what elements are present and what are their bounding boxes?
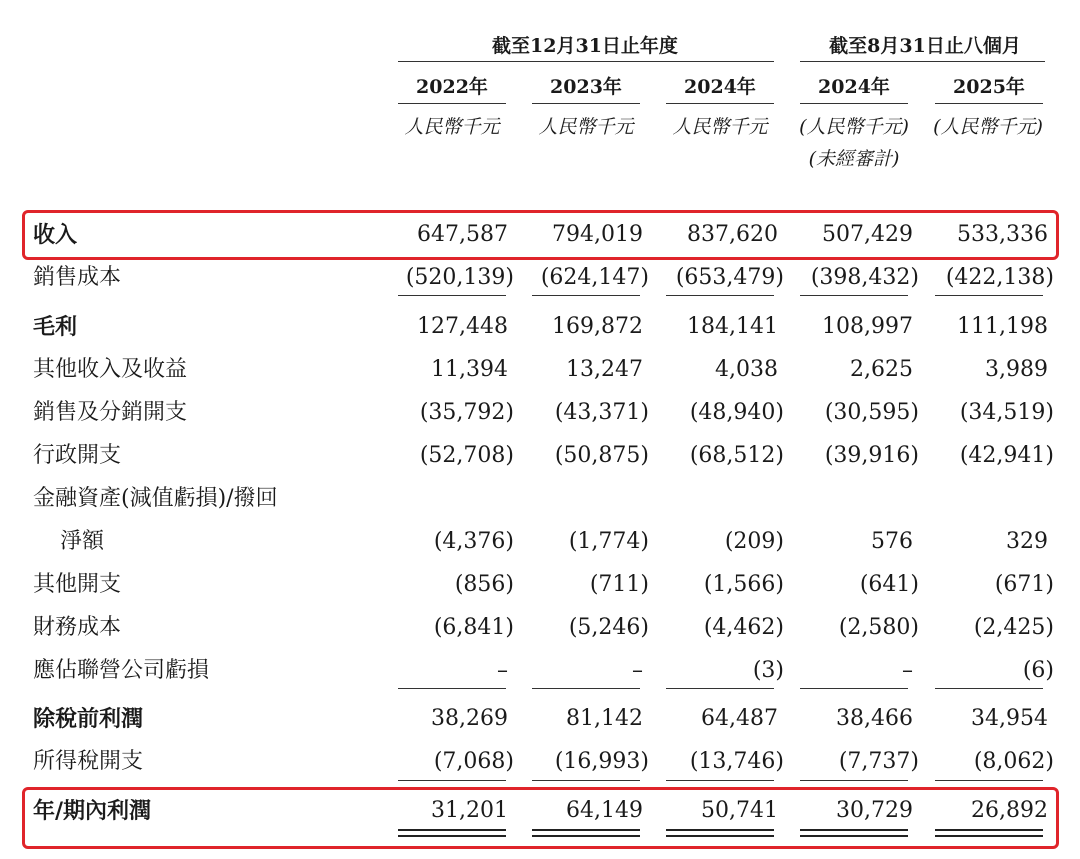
year-rule-4 — [800, 103, 908, 104]
row-label: 所得稅開支 — [33, 749, 144, 774]
row-other-expenses — [0, 565, 1080, 605]
cell: 329 — [1006, 529, 1048, 554]
cell: (624,147) — [540, 265, 649, 290]
row-label: 行政開支 — [33, 443, 122, 468]
unit-header-2: 人民幣千元 — [538, 116, 634, 138]
row-share-of-associate-loss — [0, 651, 1080, 691]
cell: 31,201 — [431, 798, 508, 823]
header-group-eight-months-rule — [800, 61, 1045, 62]
cell: – — [497, 658, 508, 683]
subtotal-rule-1 — [398, 295, 506, 296]
cell: (2,580) — [838, 615, 919, 640]
cell: – — [632, 658, 643, 683]
cell: – — [902, 658, 913, 683]
row-selling-expenses — [0, 393, 1080, 433]
row-gross-profit — [0, 307, 1080, 347]
subtotal-rule-3 — [666, 780, 774, 781]
year-header-5: 2025年 — [953, 76, 1025, 98]
row-label: 應佔聯營公司虧損 — [33, 658, 210, 683]
cell: 11,394 — [431, 357, 508, 382]
cell: 111,198 — [957, 314, 1048, 339]
year-rule-5 — [935, 103, 1043, 104]
row-income-tax — [0, 742, 1080, 782]
row-label: 淨額 — [60, 529, 105, 554]
row-label: 收入 — [33, 222, 78, 248]
unit-header-1: 人民幣千元 — [404, 116, 500, 138]
cell: (4,376) — [433, 529, 514, 554]
year-header-4: 2024年 — [818, 76, 890, 98]
cell: (4,462) — [703, 615, 784, 640]
cell: 2,625 — [850, 357, 913, 382]
cell: (8,062) — [973, 749, 1054, 774]
subtotal-rule-4 — [800, 295, 908, 296]
cell: 3,989 — [985, 357, 1048, 382]
subtotal-rule-2 — [532, 688, 640, 689]
year-header-2: 2023年 — [550, 76, 622, 98]
cell: 794,019 — [552, 222, 643, 247]
row-label: 銷售及分銷開支 — [33, 400, 188, 425]
year-header-1: 2022年 — [416, 76, 488, 98]
subtotal-rule-3 — [666, 295, 774, 296]
year-rule-2 — [532, 103, 640, 104]
cell: (711) — [589, 572, 649, 597]
subtotal-rule-5 — [935, 688, 1043, 689]
cell: (35,792) — [419, 400, 514, 425]
cell: (1,774) — [568, 529, 649, 554]
cell: 26,892 — [971, 798, 1048, 823]
row-admin-expenses — [0, 436, 1080, 476]
cell: 647,587 — [417, 222, 508, 247]
cell: 4,038 — [715, 357, 778, 382]
header-group-full-year: 截至12月31日止年度 — [492, 35, 678, 57]
cell: (7,737) — [838, 749, 919, 774]
subtotal-rule-3 — [666, 688, 774, 689]
cell: (39,916) — [824, 443, 919, 468]
cell: (671) — [994, 572, 1054, 597]
cell: (2,425) — [973, 615, 1054, 640]
cell: (7,068) — [433, 749, 514, 774]
row-label: 除稅前利潤 — [33, 706, 144, 732]
header-group-full-year-rule — [398, 61, 774, 62]
subtotal-rule-1 — [398, 688, 506, 689]
cell: (68,512) — [689, 443, 784, 468]
subtotal-rule-2 — [532, 780, 640, 781]
subtotal-rule-1 — [398, 780, 506, 781]
cell: (5,246) — [568, 615, 649, 640]
unit-header-5: (人民幣千元) — [933, 116, 1043, 138]
row-label: 金融資產(減值虧損)/撥回 — [33, 486, 278, 511]
row-label: 財務成本 — [33, 615, 122, 640]
row-profit-before-tax — [0, 699, 1080, 739]
year-rule-3 — [666, 103, 774, 104]
cell: (34,519) — [959, 400, 1054, 425]
cell: 64,149 — [566, 798, 643, 823]
cell: 837,620 — [687, 222, 778, 247]
cell: (398,432) — [810, 265, 919, 290]
cell: 169,872 — [552, 314, 643, 339]
row-label: 毛利 — [33, 314, 78, 340]
header-group-eight-months: 截至8月31日止八個月 — [829, 35, 1021, 57]
profit-highlight-box — [22, 787, 1059, 849]
cell: (653,479) — [675, 265, 784, 290]
cell: (1,566) — [703, 572, 784, 597]
row-impairment-net — [0, 522, 1080, 562]
cell: (42,941) — [959, 443, 1054, 468]
row-label: 銷售成本 — [33, 265, 122, 290]
cell: (16,993) — [554, 749, 649, 774]
cell: 533,336 — [957, 222, 1048, 247]
cell: 127,448 — [417, 314, 508, 339]
cell: (3) — [752, 658, 784, 683]
cell: (48,940) — [689, 400, 784, 425]
cell: 507,429 — [822, 222, 913, 247]
subtotal-rule-5 — [935, 780, 1043, 781]
row-cost-of-sales — [0, 258, 1080, 298]
cell: 50,741 — [701, 798, 778, 823]
unit-header-3: 人民幣千元 — [672, 116, 768, 138]
cell: (422,138) — [945, 265, 1054, 290]
cell: (13,746) — [689, 749, 784, 774]
subtotal-rule-2 — [532, 295, 640, 296]
cell: (6,841) — [433, 615, 514, 640]
cell: 184,141 — [687, 314, 778, 339]
cell: (52,708) — [419, 443, 514, 468]
row-finance-costs — [0, 608, 1080, 648]
unit-header-4: (人民幣千元) — [799, 116, 909, 138]
cell: 30,729 — [836, 798, 913, 823]
year-rule-1 — [398, 103, 506, 104]
row-other-income — [0, 350, 1080, 390]
row-label: 其他開支 — [33, 572, 122, 597]
cell: 34,954 — [971, 706, 1048, 731]
cell: (50,875) — [554, 443, 649, 468]
cell: 13,247 — [566, 357, 643, 382]
row-label: 其他收入及收益 — [33, 357, 188, 382]
cell: (6) — [1022, 658, 1054, 683]
cell: (30,595) — [824, 400, 919, 425]
subtotal-rule-5 — [935, 295, 1043, 296]
cell: (856) — [454, 572, 514, 597]
subtotal-rule-4 — [800, 780, 908, 781]
cell: (209) — [724, 529, 784, 554]
row-impairment-heading — [0, 479, 1080, 519]
cell: 108,997 — [822, 314, 913, 339]
cell: 38,269 — [431, 706, 508, 731]
subtotal-rule-4 — [800, 688, 908, 689]
year-header-3: 2024年 — [684, 76, 756, 98]
row-label: 年/期內利潤 — [33, 798, 152, 824]
cell: 576 — [871, 529, 913, 554]
cell: (641) — [859, 572, 919, 597]
revenue-highlight-box — [22, 210, 1059, 260]
unaudited-note: (未經審計) — [808, 148, 900, 170]
cell: (520,139) — [405, 265, 514, 290]
cell: 38,466 — [836, 706, 913, 731]
cell: 64,487 — [701, 706, 778, 731]
cell: (43,371) — [554, 400, 649, 425]
cell: 81,142 — [566, 706, 643, 731]
